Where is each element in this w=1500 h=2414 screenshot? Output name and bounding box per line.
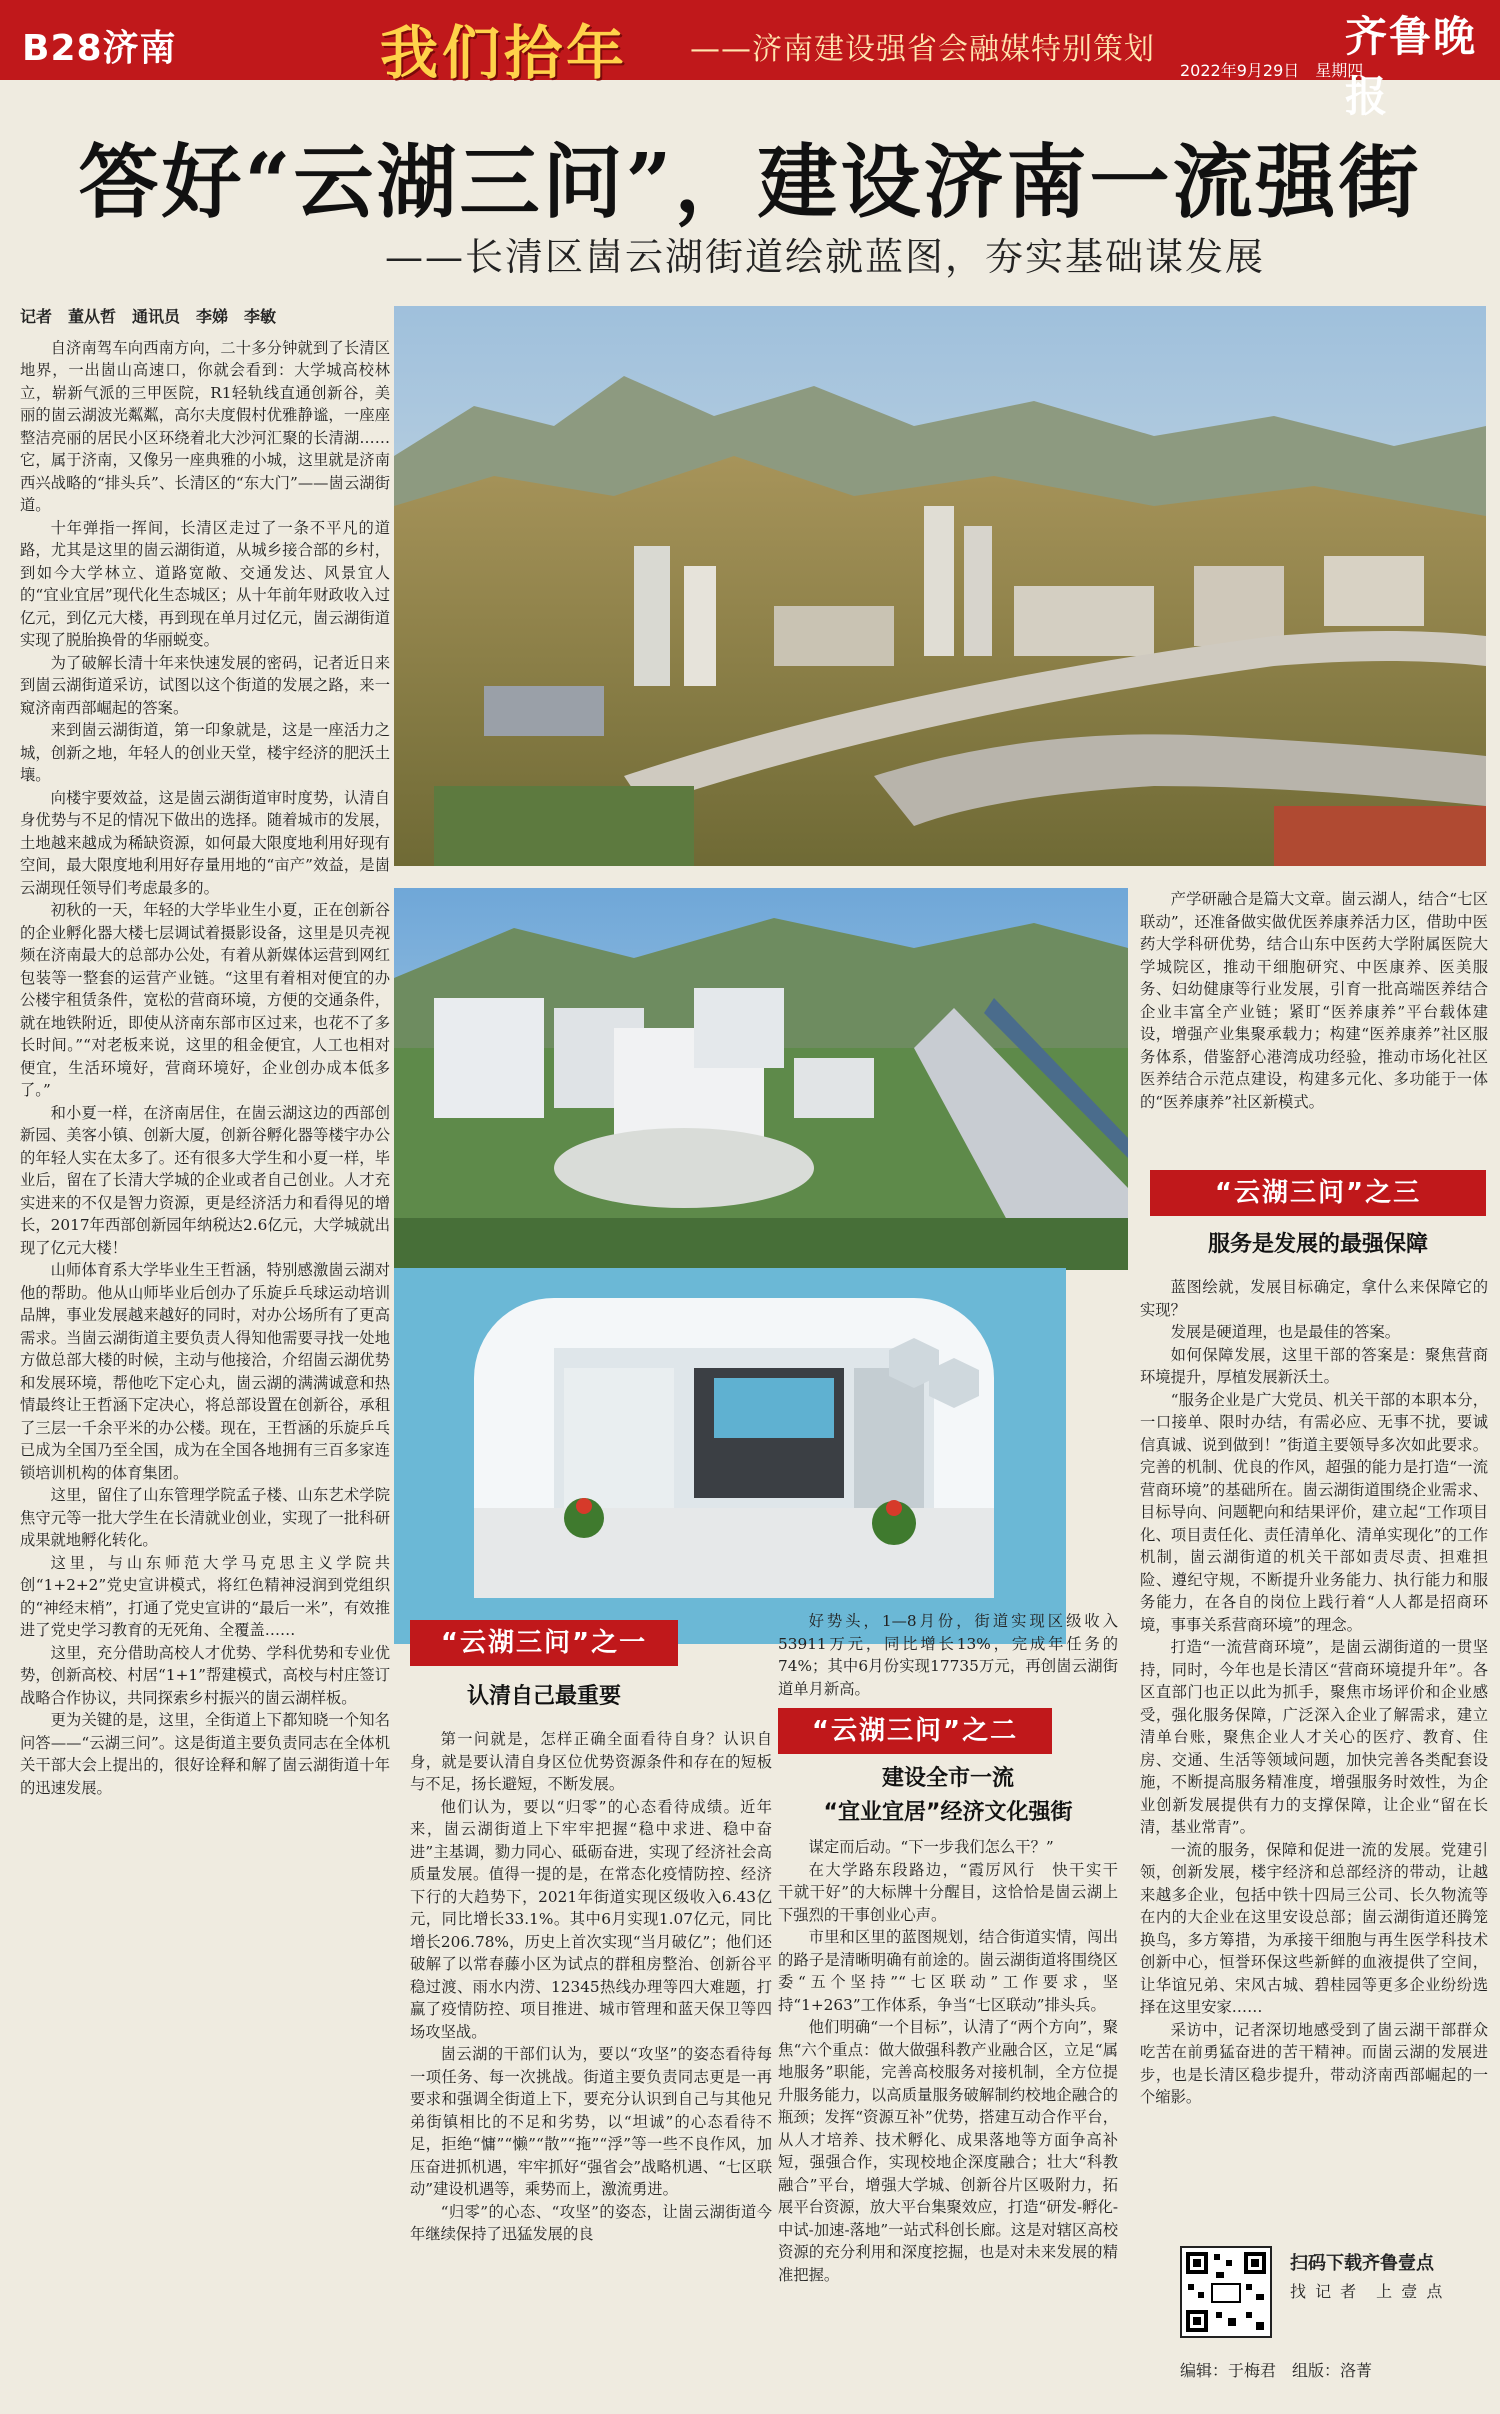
section-1-banner: “云湖三问”之一 (410, 1620, 678, 1666)
paragraph: 这里，与山东师范大学马克思主义学院共创“1+2+2”党史宣讲模式，将红色精神浸润到党组织的“神经末梢”，打通了党史宣讲的“最后一米”，有效推进了党史学习教育的无死角、全覆盖…… (20, 1553, 390, 1639)
qr-caption-line1: 扫码下载齐鲁壹点 (1290, 2253, 1434, 2274)
paragraph: 一流的服务，保障和促进一流的发展。党建引领，创新发展，楼宇经济和总部经济的带动，让越来越多企业，包括中铁十四局三公司、长久物流等在内的大企业在这里安设总部；崮云湖街道还腾笼换鸟，多方筹措，为承接干细胞与再生医学科技术创新中心，恒誉环保这些新鲜的血液提供了空间，让华谊兄弟、宋风古城、碧桂园等更多企业纷纷选择在这里安家…… (1140, 1840, 1488, 2016)
paragraph: 向楼宇要效益，这是崮云湖街道审时度势，认清自身优势与不足的情况下做出的选择。随着城市的发展，土地越来越成为稀缺资源，如何最大限度地利用好现有空间，最大限度地利用好存量用地的“亩产”效益，是崮云湖现任领导们考虑最多的。 (20, 788, 390, 897)
paragraph: 市里和区里的蓝图规划，结合街道实情，闯出的路子是清晰明确有前途的。崮云湖街道将围绕区委“五个坚持”“七区联动”工作要求，坚持“1+263”工作体系，争当“七区联动”排头兵。 (778, 1928, 1118, 2014)
paragraph: “服务企业是广大党员、机关干部的本职本分，一口接单、限时办结，有需必应、无事不扰，要诚信真诚、说到做到！”街道主要领导多次如此要求。完善的机制、优良的作风，超强的能力是打造“一流营商环境”的基础所在。崮云湖街道围绕企业需求、目标导向、问题靶向和结果评价，建立起“工作项目化、项目责任化、责任清单化、清单实现化”的工作机制，崮云湖街道的机关干部如责尽责、担难担险、遵纪守规，不断提升业务能力、执行能力和服务能力，在各自的岗位上践行着“人人都是招商环境，事事关系营商环境”的理念。 (1140, 1390, 1488, 1634)
page-number: B28济南 (22, 28, 177, 69)
subheadline: ——长清区崮云湖街道绘就蓝图，夯实基础谋发展 (384, 235, 1265, 279)
section-2-heading (778, 1762, 1118, 1830)
paragraph: 第一问就是，怎样正确全面看待自身？认识自身，就是要认清自身区位优势资源条件和存在的短板与不足，扬长避短，不断发展。 (410, 1730, 772, 1793)
paragraph: 更为关键的是，这里，全街道上下都知晓一个知名问答——“云湖三问”。这是街道主要负责同志在全体机关干部大会上提出的，很好诠释和解了崮云湖街道十年的迅速发展。 (20, 1711, 390, 1797)
section-3-banner: “云湖三问”之三 (1150, 1170, 1486, 1216)
paragraph: 山师体育系大学毕业生王哲涵，特别感激崮云湖对他的帮助。他从山师毕业后创办了乐旋乒乓球运动培训品牌，事业发展越来越好的同时，对办公场所有了更高需求。当崮云湖街道主要负责人得知他需要寻找一处地方做总部大楼的时候，主动与他接洽，介绍崮云湖优势和发展环境，帮他吃下定心丸，崮云湖的满满诚意和热情最终让王哲涵下定决心，将总部设置在创新谷，承租了三层一千余平米的办公楼。现在，王哲涵的乐旋乒乓已成为全国乃至全国，成为在全国各地拥有三百多家连锁培训机构的体育集团。 (20, 1261, 390, 1482)
section-subtitle: ——济南建设强省会融媒特别策划 (690, 32, 1155, 67)
section-2-heading-line2: “宜业宜居”经济文化强街 (823, 1800, 1073, 1825)
section-2-banner: “云湖三问”之二 (778, 1708, 1052, 1754)
office-lobby-photo (394, 1268, 1066, 1644)
paragraph: 这里，充分借助高校人才优势、学科优势和专业优势，创新高校、村居“1+1”帮建模式，高校与村庄签订战略合作协议，共同探索乡村振兴的崮云湖样板。 (20, 1643, 390, 1707)
section-2-continuation: 产学研融合是篇大文章。崮云湖人，结合“七区联动”，还准备做实做优医养康养活力区，借助中医药大学科研优势，结合山东中医药大学附属医院大学城院区，推动干细胞研究、中医康养、医美服务、妇幼健康等行业发展，引育一批高端医养结合企业丰富全产业链；紧盯“医养康养”平台载体建设，增强产业集聚承载力；构建“医养康养”社区服务体系，借鉴舒心港湾成功经验，推动市场化社区医养结合示范点建设，构建多元化、多功能于一体的“医养康养”社区新模式。 (1140, 890, 1488, 1111)
paragraph: 发展是硬道理，也是最佳的答案。 (1170, 1323, 1401, 1341)
paragraph: 他们明确“一个目标”，认清了“两个方向”，聚焦“六个重点：做大做强科教产业融合区，立足“属地服务”职能，完善高校服务对接机制，全方位提升服务能力，以高质量服务破解制约校地企融合的瓶颈；发挥“资源互补”优势，搭建互动合作平台，从人才培养、技术孵化、成果落地等方面争高补短，强强合作，实现校地企深度融合；壮大“科教融合”平台，增强大学城、创新谷片区吸附力，拓展平台资源，放大平台集聚效应，打造“研发-孵化-中试-加速-落地”一站式科创长廊。这是对辖区高校资源的充分利用和深度挖掘，也是对未来发展的精准把握。 (778, 2018, 1118, 2284)
article-column-2 (410, 1728, 772, 2408)
section-3-heading: 服务是发展的最强保障 (1207, 1232, 1428, 1257)
hospital-campus-photo (394, 888, 1128, 1270)
aerial-photo (394, 306, 1486, 866)
paragraph: 谋定而后动。“下一步我们怎么干？” (808, 1838, 1054, 1856)
paragraph: 采访中，记者深切地感受到了崮云湖干部群众吃苦在前勇猛奋进的苦干精神。而崮云湖的发展进步，也是长清区稳步提升，带动济南西部崛起的一个缩影。 (1140, 2020, 1488, 2106)
article-column-3 (778, 1836, 1134, 2408)
paragraph: 打造“一流营商环境”，是崮云湖街道的一贯坚持，同时，今年也是长清区“营商环境提升年”。各区直部门也正以此为抓手，聚焦市场评价和企业感受，强化服务保障，广泛深入企业了解需求，建立清单台账，聚焦企业人才关心的医疗、教育、住房、交通、生活等领域问题，加快完善各类配套设施，不断提高服务精准度，增强服务时效性，为企业创新发展提供有力的支撑保障，让企业“留在长清，基业常青”。 (1140, 1638, 1488, 1836)
paragraph: 为了破解长清十年来快速发展的密码，记者近日来到崮云湖街道采访，试图以这个街道的发展之路，来一窥济南西部崛起的答案。 (20, 653, 390, 717)
editor-credits: 编辑：于梅君 组版：洛菁 (1180, 2361, 1373, 2380)
paragraph: 蓝图绘就，发展目标确定，拿什么来保障它的实现？ (1140, 1278, 1488, 1319)
byline: 记者 董从哲 通讯员 李娣 李敏 (20, 307, 277, 326)
article-column-4 (1140, 1276, 1488, 2236)
qr-code[interactable] (1180, 2246, 1272, 2338)
article-column-4-top (1140, 888, 1488, 1178)
paragraph: 这里，留住了山东管理学院孟子楼、山东艺术学院焦守元等一批大学生在长清就业创业，实现了一批科研成果就地孵化转化。 (20, 1486, 390, 1549)
issue-date: 2022年9月29日 星期四 (1180, 61, 1364, 80)
masthead-bar (0, 0, 1500, 121)
paragraph: 来到崮云湖街道，第一印象就是，这是一座活力之城，创新之地，年轻人的创业天堂，楼宇经济的肥沃土壤。 (20, 721, 390, 784)
section-2-heading-line1: 建设全市一流 (881, 1766, 1014, 1791)
qr-caption (1290, 2250, 1444, 2306)
newspaper-logo: 齐鲁晚报 (1345, 12, 1478, 121)
paragraph: “归零”的心态、“攻坚”的姿态，让崮云湖街道今年继续保持了迅猛发展的良 (410, 2202, 772, 2243)
article-column-3-top (778, 1610, 1118, 1700)
paragraph: 和小夏一样，在济南居住，在崮云湖这边的西部创新园、美客小镇、创新大厦，创新谷孵化器等楼宇办公的年轻人实在太多了。还有很多大学生和小夏一样，毕业后，留在了长清大学城的企业或者自己创业。人才充实进来的不仅是智力资源，更是经济活力和看得见的增长，2017年西部创新园年纳税达2.6亿元，大学城就出现了亿元大楼！ (20, 1103, 390, 1257)
paragraph: 崮云湖的干部们认为，要以“攻坚”的姿态看待每一项任务、每一次挑战。街道主要负责同志更是一再要求和强调全街道上下，要充分认识到自己与其他兄弟街镇相比的不足和劣势，以“坦诚”的心态看待不足，拒绝“慵”“懒”“散”“拖”“浮”等一些不良作风，加压奋进抓机遇，牢牢抓好“强省会”战略机遇、“七区联动”建设机遇等，乘势而上，激流勇进。 (410, 2045, 772, 2198)
paragraph: 他们认为，要以“归零”的心态看待成绩。近年来，崮云湖街道上下牢牢把握“稳中求进、稳中奋进”主基调，勠力同心、砥砺奋进，实现了经济社会高质量发展。值得一提的是，在常态化疫情防控、经济下行的大趋势下，2021年街道实现区级收入6.43亿元，同比增长33.1%。其中6月实现1.07亿元，同比增长206.78%，历史上首次实现“当月破亿”；他们还破解了以常春藤小区为试点的群租房整治、创新谷平稳过渡、雨水内涝、12345热线办理等四大难题，打赢了疫情防控、项目推进、城市管理和蓝天保卫等四场攻坚战。 (410, 1797, 772, 2041)
paragraph: 在大学路东段路边，“霞厉风行 快干实干 干就干好”的大标牌十分醒目，这恰恰是崮云湖上下强烈的干事创业心声。 (778, 1860, 1134, 1924)
section-1-conclusion: 好势头，1—8月份，街道实现区级收入53911万元，同比增长13%，完成年任务的74%；其中6月份实现17735万元，再创崮云湖街道单月新高。 (778, 1612, 1118, 1698)
paragraph: 自济南驾车向西南方向，二十多分钟就到了长清区地界，一出崮山高速口，你就会看到：大学城高校林立，崭新气派的三甲医院，R1轻轨线直通创新谷，美丽的崮云湖波光粼粼，高尔夫度假村优雅静谧，一座座整洁亮丽的居民小区环绕着北大沙河汇聚的长清湖……它，属于济南，又像另一座典雅的小城，这里就是济南西兴战略的“排头兵”、长清区的“东大门”——崮云湖街道。 (20, 338, 390, 514)
headline: 答好“云湖三问”，建设济南一流强街 (78, 135, 1422, 229)
paragraph: 如何保障发展，这里干部的答案是：聚焦营商环境提升，厚植发展新沃土。 (1140, 1345, 1488, 1386)
section-1-heading: 认清自己最重要 (466, 1684, 621, 1709)
qr-caption-line2: 找 记 者 上 壹 点 (1290, 2282, 1445, 2301)
section-title: 我们拾年 (380, 19, 629, 87)
paragraph: 初秋的一天，年轻的大学毕业生小夏，正在创新谷的企业孵化器大楼七层调试着摄影设备，这里是贝壳视频在济南最大的总部办公处，有着从新媒体运营到网红包装等一整套的运营产业链。“这里有着相对便宜的办公楼宇租赁条件，宽松的营商环境，方便的交通条件，就在地铁附近，即使从济南东部市区过来，也花不了多长时间。”“对老板来说，这里的租金便宜，人工也相对便宜，生活环境好，营商环境好，企业创办成本低多了。” (20, 901, 390, 1099)
paragraph: 十年弹指一挥间，长清区走过了一条不平凡的道路，尤其是这里的崮云湖街道，从城乡接合部的乡村，到如今大学林立、道路宽敞、交通发达、风景宜人的“宜业宜居”现代化生态城区；从十年前年财政收入过亿元，到亿元大楼，再到现在单月过亿元，崮云湖街道实现了脱胎换骨的华丽蜕变。 (20, 518, 390, 649)
article-column-1 (20, 306, 390, 2406)
